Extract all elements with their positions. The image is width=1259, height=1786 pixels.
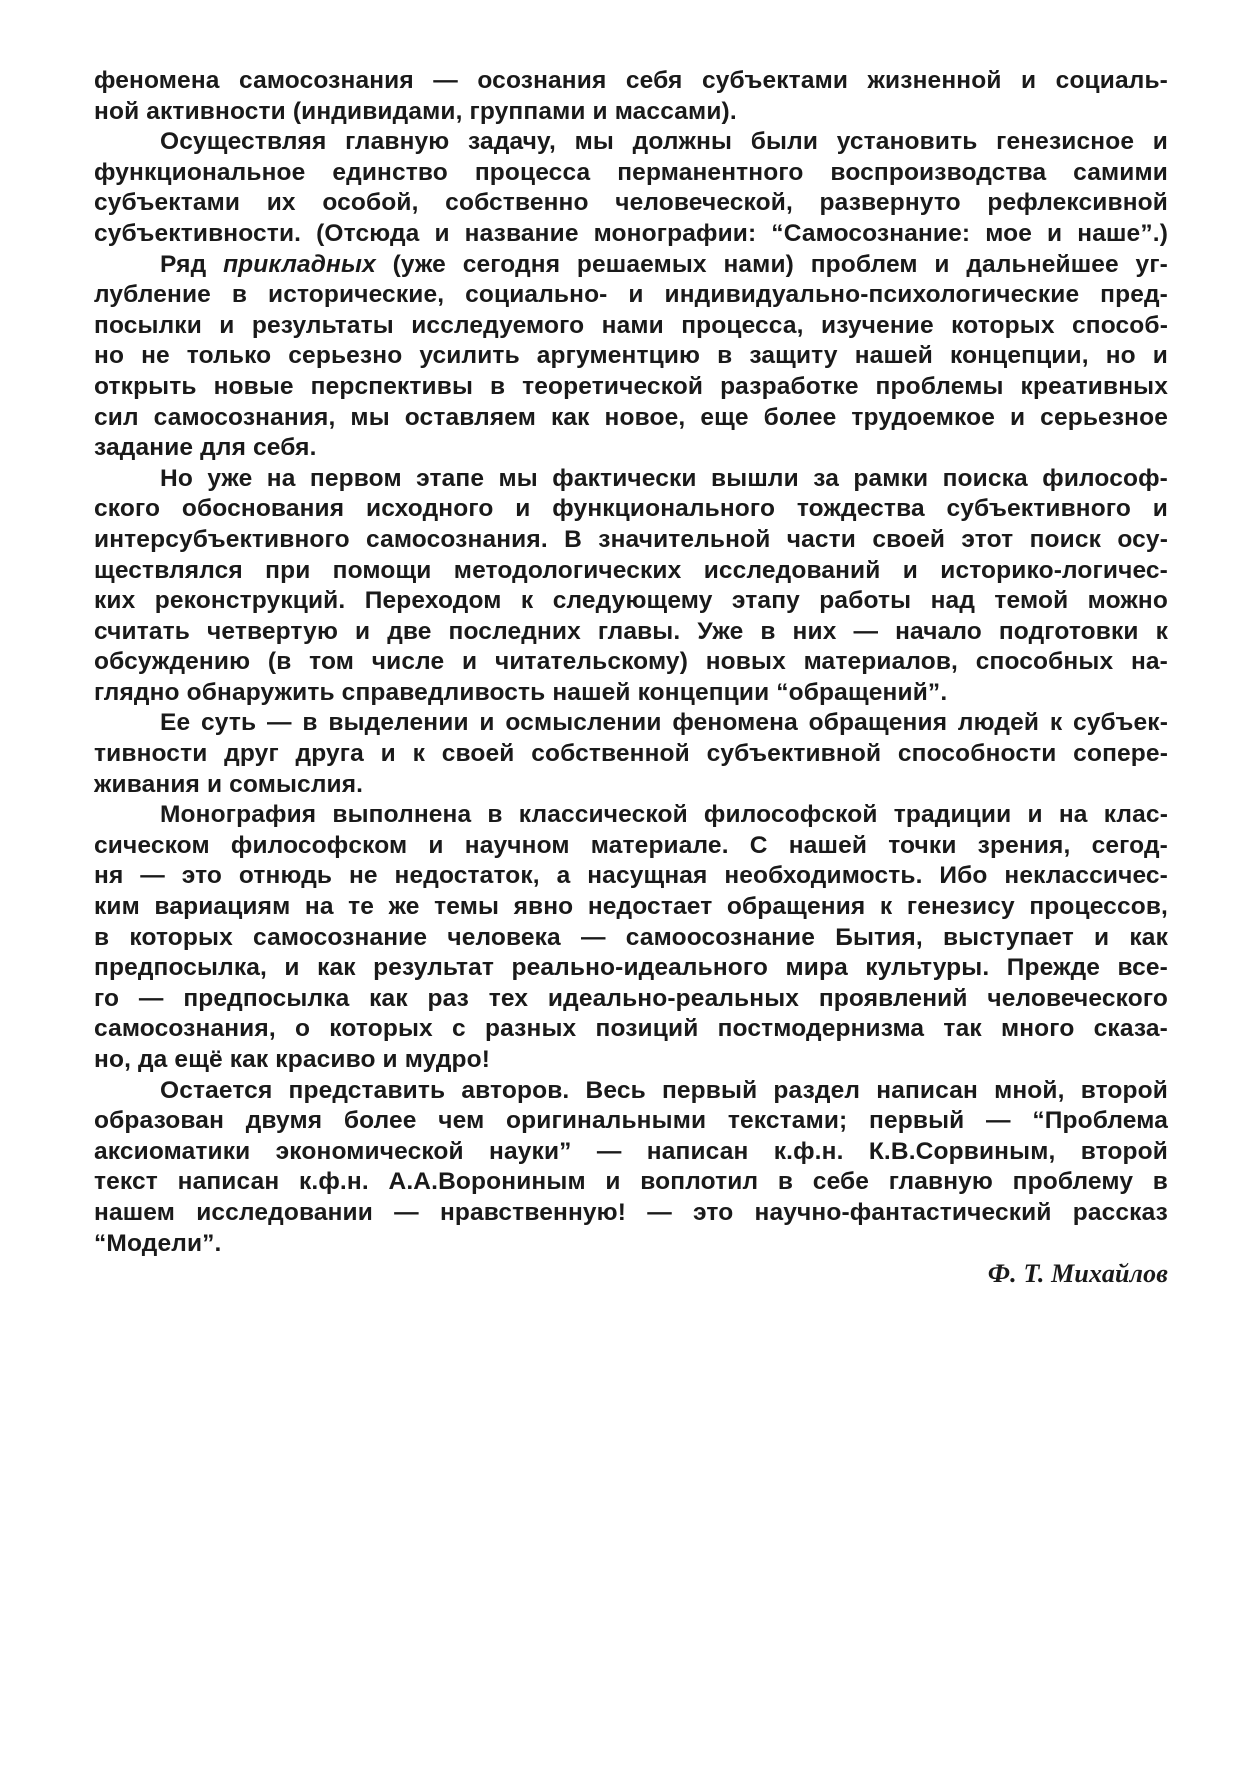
text-line: ского обоснования исходного и функционального тождества субъективного и (94, 495, 1168, 523)
text-line: ких реконструкций. Переходом к следующему этапу работы над темой можно (94, 587, 1168, 615)
text-line: феномена самосознания — осознания себя субъектами жизненной и социаль- (94, 67, 1168, 94)
text-line: открыть новые перспективы в теоретической разработке проблемы креативных (94, 372, 1168, 400)
text-line: Осуществляя главную задачу, мы должны были установить генезисное и (160, 128, 1168, 156)
text-line: аксиоматики экономической науки” — написан к.ф.н. К.В.Сорвиным, второй (94, 1137, 1168, 1165)
text-line: “Модели”. (94, 1229, 222, 1257)
text-line: сическом философском и научном материале. С нашей точки зрения, сегод- (94, 831, 1168, 859)
text-line: текст написан к.ф.н. А.А.Ворониным и воплотил в себе главную проблему в (94, 1168, 1168, 1196)
text-line: сил самосознания, мы оставляем как новое, еще более трудоемкое и серьезное (94, 403, 1168, 431)
text-line-with-italic (94, 250, 1168, 281)
text-line: ществлялся при помощи методологических исследований и историко-логичес- (94, 556, 1168, 584)
text-line: но не только серьезно усилить аргументцию в защиту нашей концепции, но и (94, 342, 1168, 370)
paragraph-4 (94, 464, 1168, 709)
text-line: ной активности (индивидами, группами и массами). (94, 97, 737, 125)
document-page (94, 66, 1168, 1295)
text-line: считать четвертую и две последних главы. Уже в них — начало подготовки к (94, 617, 1168, 645)
paragraph-5 (94, 708, 1168, 800)
text-fragment: Ряд (160, 250, 224, 278)
text-line: посылки и результаты исследуемого нами процесса, изучение которых способ- (94, 311, 1168, 339)
text-line: нашем исследовании — нравственную! — это научно-фантастический рассказ (94, 1198, 1168, 1226)
text-line: образован двумя более чем оригинальными текстами; первый — “Проблема (94, 1107, 1168, 1135)
author-signature: Ф. Т. Михайлов (987, 1259, 1168, 1289)
italic-word-applied: прикладных (223, 250, 376, 278)
text-line: тивности друг друга и к своей собственной субъективной способности сопере- (94, 740, 1168, 768)
text-line: интерсубъективного самосознания. В значительной части своей этот поиск осу- (94, 525, 1168, 553)
text-line: го — предпосылка как раз тех идеально-реальных проявлений человеческого (94, 984, 1168, 1012)
text-line: Остается представить авторов. Весь первый раздел написан мной, второй (160, 1076, 1168, 1104)
text-line: ня — это отнюдь не недостаток, а насущная необходимость. Ибо неклассичес- (94, 862, 1168, 890)
text-line: субъектами их особой, собственно человеческой, развернуто рефлексивной (94, 189, 1168, 217)
text-line: предпосылка, и как результат реально-идеального мира культуры. Прежде все- (94, 954, 1168, 982)
text-line: в которых самосознание человека — самоосознание Бытия, выступает и как (94, 923, 1168, 951)
text-line: Ее суть — в выделении и осмыслении феномена обращения людей к субъек- (160, 709, 1168, 737)
text-line: задание для себя. (94, 434, 317, 462)
paragraph-7 (94, 1076, 1168, 1260)
text-line: субъективности. (Отсюда и название монографии: “Самосознание: мое и наше”.) (94, 219, 1168, 247)
text-line: Но уже на первом этапе мы фактически вышли за рамки поиска философ- (160, 464, 1168, 492)
paragraph-3 (94, 250, 1168, 464)
text-line: функциональное единство процесса перманентного воспроизводства самими (94, 158, 1168, 186)
text-line: живания и сомыслия. (94, 770, 364, 798)
text-line: лубление в исторические, социально- и индивидуально-психологические пред- (94, 281, 1168, 309)
text-line: самосознания, о которых с разных позиций постмодернизма так много сказа- (94, 1015, 1168, 1043)
text-line: Монография выполнена в классической философской традиции и на клас- (160, 801, 1168, 829)
text-fragment: (уже сегодня решаемых нами) проблем и дальнейшее уг- (375, 250, 1168, 278)
text-line: но, да ещё как красиво и мудро! (94, 1046, 491, 1073)
text-line: обсуждению (в том числе и читательскому) новых материалов, способных на- (94, 648, 1168, 676)
text-line: глядно обнаружить справедливость нашей концепции “обращений”. (94, 678, 948, 706)
text-line: ким вариациям на те же темы явно недостает обращения к генезису процессов, (94, 893, 1168, 921)
signature-row (94, 1259, 1168, 1295)
paragraph-6 (94, 800, 1168, 1075)
paragraph-1 (94, 66, 1168, 127)
paragraph-2 (94, 127, 1168, 249)
